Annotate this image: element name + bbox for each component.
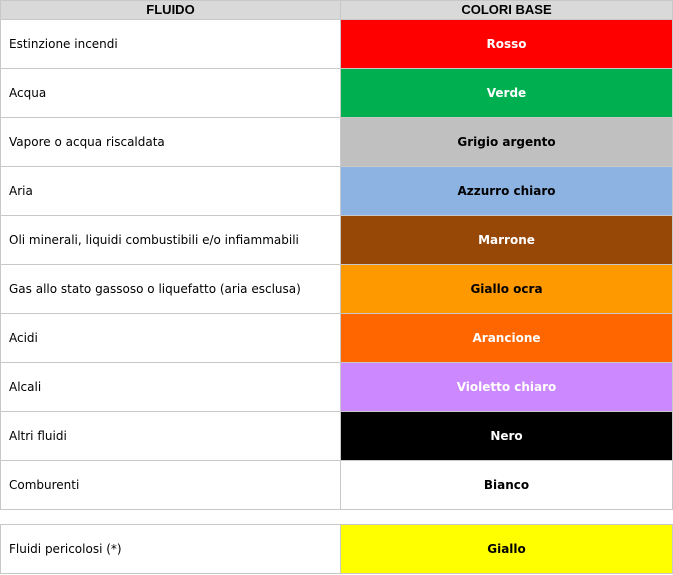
fluid-name-cell: Acidi — [1, 314, 341, 363]
fluid-name-cell: Gas allo stato gassoso o liquefatto (aria esclusa) — [1, 265, 341, 314]
table-row-fluidi-pericolosi — [1, 525, 673, 574]
base-color-cell: Bianco — [341, 461, 673, 510]
fluid-name-cell: Aria — [1, 167, 341, 216]
table-row — [1, 167, 673, 216]
table-header-row — [1, 1, 673, 20]
fluid-name-cell: Fluidi pericolosi (*) — [1, 525, 341, 574]
table-row — [1, 20, 673, 69]
fluid-name-cell: Alcali — [1, 363, 341, 412]
base-color-cell: Verde — [341, 69, 673, 118]
table-row — [1, 314, 673, 363]
table-row — [1, 363, 673, 412]
fluid-name-cell: Altri fluidi — [1, 412, 341, 461]
base-color-cell: Grigio argento — [341, 118, 673, 167]
fluid-name-cell: Comburenti — [1, 461, 341, 510]
base-color-cell: Violetto chiaro — [341, 363, 673, 412]
table-row — [1, 412, 673, 461]
fluid-name-cell: Oli minerali, liquidi combustibili e/o infiammabili — [1, 216, 341, 265]
table-row — [1, 216, 673, 265]
header-colori-base: COLORI BASE — [341, 1, 673, 20]
base-color-cell: Azzurro chiaro — [341, 167, 673, 216]
fluid-name-cell: Acqua — [1, 69, 341, 118]
table-row — [1, 265, 673, 314]
table-row — [1, 461, 673, 510]
fluid-name-cell: Vapore o acqua riscaldata — [1, 118, 341, 167]
base-color-cell: Arancione — [341, 314, 673, 363]
table-row — [1, 118, 673, 167]
base-color-cell: Marrone — [341, 216, 673, 265]
base-color-cell: Giallo ocra — [341, 265, 673, 314]
base-color-cell: Nero — [341, 412, 673, 461]
dangerous-fluids-table — [0, 524, 673, 574]
fluid-name-cell: Estinzione incendi — [1, 20, 341, 69]
header-fluid: FLUIDO — [1, 1, 341, 20]
base-color-cell: Giallo — [341, 525, 673, 574]
table-body — [1, 20, 673, 510]
table-row — [1, 69, 673, 118]
base-color-cell: Rosso — [341, 20, 673, 69]
